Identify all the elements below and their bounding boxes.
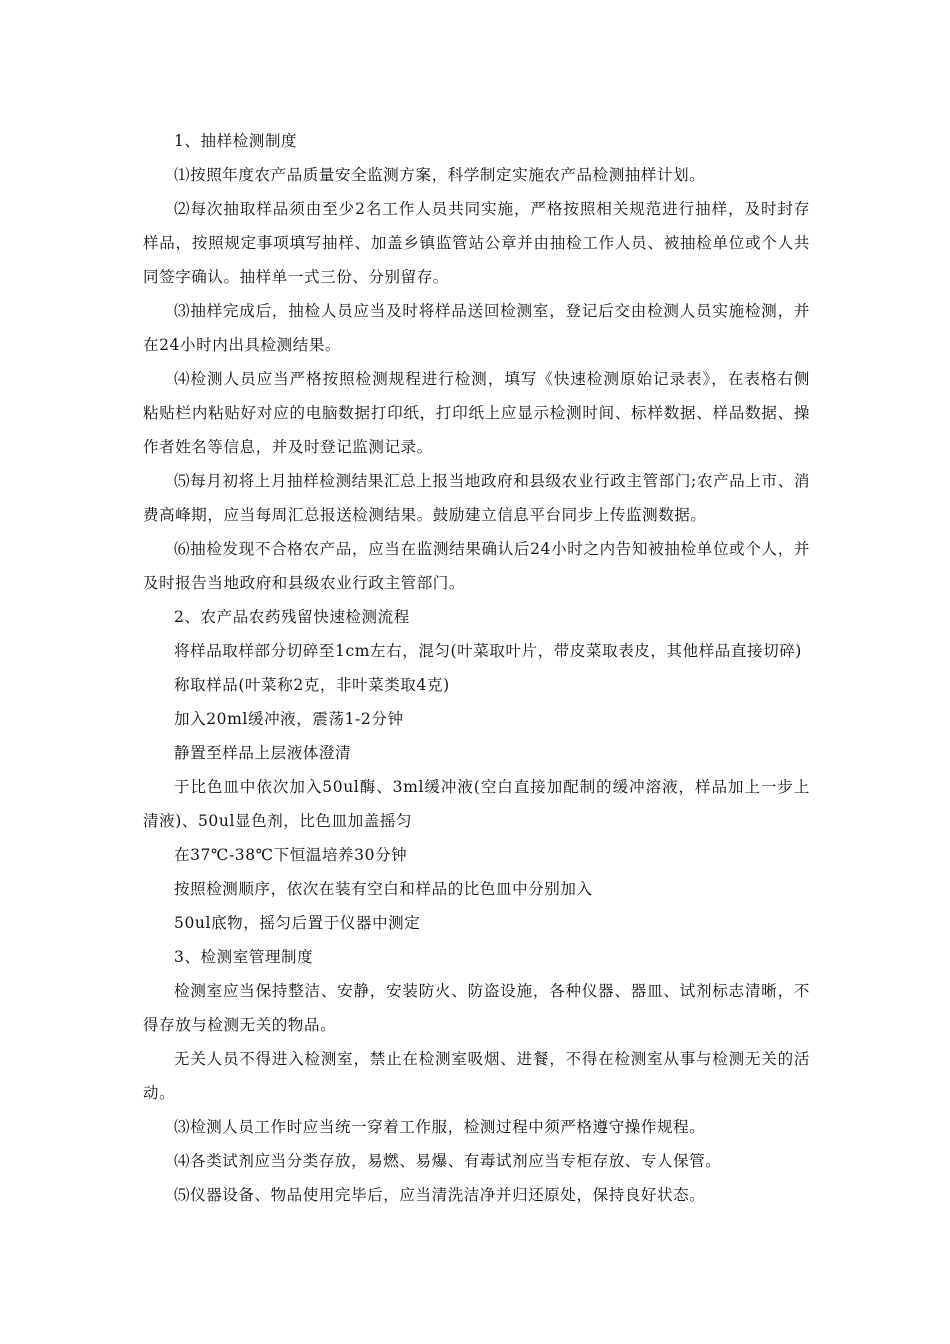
section-heading-1: 1、抽样检测制度 [174, 132, 298, 150]
procedure-step: 按照检测顺序，依次在装有空白和样品的比色皿中分别加入 [174, 880, 593, 898]
paragraph: ⑵每次抽取样品须由至少2名工作人员共同实施，严格按照相关规范进行抽样，及时封存样品，按照规定事项填写抽样、加盖乡镇监管站公章并由抽检工作人员、被抽检单位或个人共同签字确认。抽样单一式三份、分别留存。 [143, 200, 810, 286]
paragraph: ⑴按照年度农产品质量安全监测方案，科学制定实施农产品检测抽样计划。 [174, 166, 706, 184]
procedure-step: 在37℃-38℃下恒温培养30分钟 [174, 846, 408, 864]
paragraph: ⑸每月初将上月抽样检测结果汇总上报当地政府和县级农业行政主管部门;农产品上市、消费高峰期，应当每周汇总报送检测结果。鼓励建立信息平台同步上传监测数据。 [143, 472, 810, 524]
procedure-step: 称取样品(叶菜称2克，非叶菜类取4克) [174, 676, 450, 694]
procedure-step: 静置至样品上层液体澄清 [174, 744, 352, 762]
paragraph: ⑹抽检发现不合格农产品，应当在监测结果确认后24小时之内告知被抽检单位或个人，并及时报告当地政府和县级农业行政主管部门。 [143, 540, 810, 592]
procedure-step: 将样品取样部分切碎至1cm左右，混匀(叶菜取叶片，带皮菜取表皮，其他样品直接切碎) [174, 642, 802, 660]
procedure-step: 于比色皿中依次加入50ul酶、3ml缓冲液(空白直接加配制的缓冲溶液，样品加上一步上清液)、50ul显色剂，比色皿加盖摇匀 [143, 778, 810, 830]
paragraph: ⑶检测人员工作时应当统一穿着工作服，检测过程中须严格遵守操作规程。 [174, 1118, 706, 1136]
paragraph: ⑷各类试剂应当分类存放，易燃、易爆、有毒试剂应当专柜存放、专人保管。 [174, 1152, 722, 1170]
procedure-step: 50ul底物，摇匀后置于仪器中测定 [174, 914, 421, 932]
procedure-step: 加入20ml缓冲液，震荡1-2分钟 [174, 710, 404, 728]
section-heading-3: 3、检测室管理制度 [174, 948, 314, 966]
paragraph: 无关人员不得进入检测室，禁止在检测室吸烟、进餐，不得在检测室从事与检测无关的活动。 [143, 1050, 810, 1102]
section-heading-2: 2、农产品农药残留快速检测流程 [174, 608, 410, 626]
paragraph: 检测室应当保持整洁、安静，安装防火、防盗设施，各种仪器、器皿、试剂标志清晰，不得存放与检测无关的物品。 [143, 982, 810, 1034]
paragraph: ⑸仪器设备、物品使用完毕后，应当清洗洁净并归还原处，保持良好状态。 [174, 1186, 706, 1204]
paragraph: ⑶抽样完成后，抽检人员应当及时将样品送回检测室，登记后交由检测人员实施检测，并在24小时内出具检测结果。 [143, 302, 810, 354]
paragraph: ⑷检测人员应当严格按照检测规程进行检测，填写《快速检测原始记录表》，在表格右侧粘贴栏内粘贴好对应的电脑数据打印纸，打印纸上应显示检测时间、标样数据、样品数据、操作者姓名等信息，并及时登记监测记录。 [143, 370, 810, 456]
